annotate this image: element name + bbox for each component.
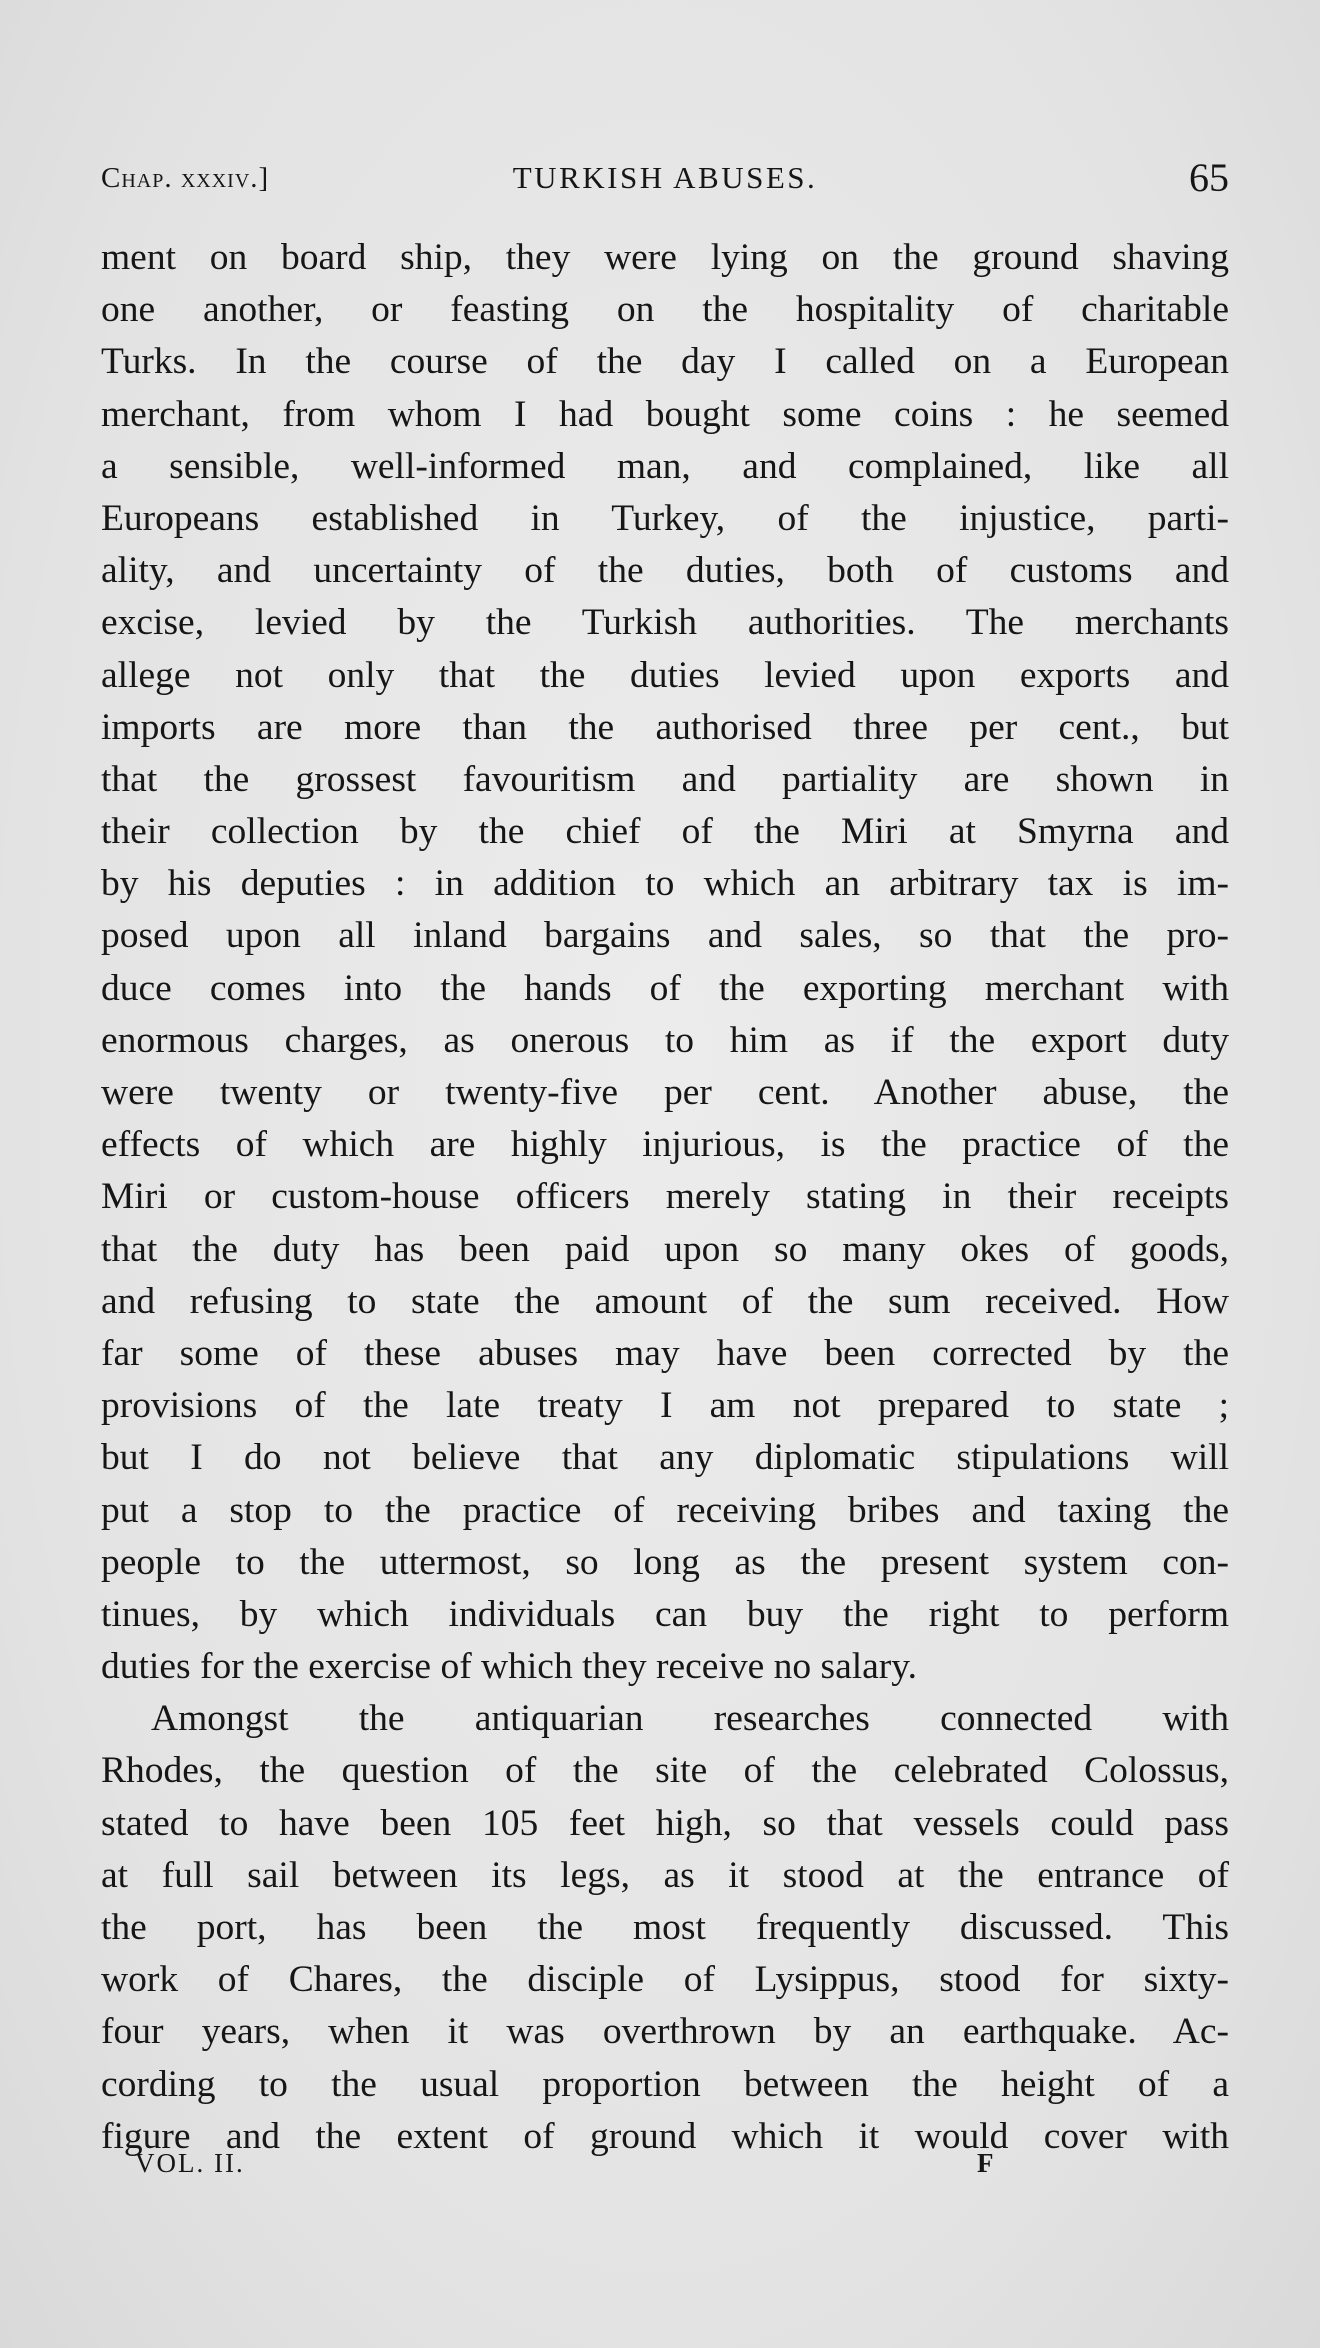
page-footer	[101, 2148, 1229, 2188]
body-text	[101, 232, 1229, 2163]
text-line: that the grossest favouritism and partiality are shown in	[101, 758, 1229, 800]
text-line: by his deputies : in addition to which an arbitrary tax is im-	[101, 863, 1229, 905]
text-line: their collection by the chief of the Miri at Smyrna and	[101, 811, 1229, 853]
text-line: merchant, from whom I had bought some coins : he seemed	[101, 393, 1229, 435]
text-line: allege not only that the duties levied upon exports and	[101, 654, 1229, 696]
text-line: duties for the exercise of which they receive no salary.	[101, 1646, 917, 1688]
text-line: at full sail between its legs, as it stood at the entrance of	[101, 1854, 1229, 1896]
text-line: imports are more than the authorised three per cent., but	[101, 706, 1229, 748]
text-line: four years, when it was overthrown by an earthquake. Ac-	[101, 2011, 1229, 2053]
chapter-label: Chap. xxxiv.]	[101, 162, 270, 194]
page-number: 65	[1189, 155, 1229, 200]
text-line: ality, and uncertainty of the duties, both of customs and	[101, 550, 1229, 592]
text-line: far some of these abuses may have been corrected by the	[101, 1332, 1229, 1374]
text-line: cording to the usual proportion between the height of a	[101, 2063, 1229, 2105]
text-line: and refusing to state the amount of the sum received. How	[101, 1280, 1229, 1322]
text-line: provisions of the late treaty I am not prepared to state ;	[101, 1385, 1229, 1427]
text-line: were twenty or twenty-five per cent. Another abuse, the	[101, 1072, 1229, 1113]
text-line: put a stop to the practice of receiving bribes and taxing the	[101, 1489, 1229, 1531]
paragraph-2	[101, 1693, 1229, 2163]
text-line: duce comes into the hands of the exporting merchant with	[101, 967, 1229, 1009]
text-line: stated to have been 105 feet high, so that vessels could pass	[101, 1802, 1229, 1844]
text-line: Rhodes, the question of the site of the celebrated Colossus,	[101, 1750, 1229, 1792]
text-line: the port, has been the most frequently discussed. This	[101, 1907, 1229, 1948]
text-line: but I do not believe that any diplomatic stipulations will	[101, 1437, 1229, 1479]
text-line: tinues, by which individuals can buy the right to perform	[101, 1593, 1229, 1635]
text-line: enormous charges, as onerous to him as if the export duty	[101, 1019, 1229, 1061]
running-title: TURKISH ABUSES.	[512, 160, 818, 195]
text-line: a sensible, well-informed man, and complained, like all	[101, 445, 1229, 487]
signature-mark: F	[977, 2148, 994, 2178]
text-line: ment on board ship, they were lying on the ground shaving	[101, 237, 1229, 278]
text-line: one another, or feasting on the hospitality of charitable	[101, 289, 1229, 331]
text-line: Amongst the antiquarian researches connected with	[151, 1698, 1229, 1740]
text-line: figure and the extent of ground which it would cover with	[101, 2115, 1229, 2157]
text-line: effects of which are highly injurious, is the practice of the	[101, 1124, 1229, 1166]
running-header	[101, 150, 1229, 206]
text-line: excise, levied by the Turkish authorities. The merchants	[101, 602, 1229, 644]
text-line: posed upon all inland bargains and sales, so that the pro-	[101, 915, 1229, 957]
text-line: Europeans established in Turkey, of the injustice, parti-	[101, 497, 1229, 539]
volume-label: VOL. II.	[135, 2148, 245, 2178]
text-line: Turks. In the course of the day I called on a European	[101, 341, 1229, 383]
text-line: work of Chares, the disciple of Lysippus, stood for sixty-	[101, 1959, 1229, 2001]
text-line: that the duty has been paid upon so many okes of goods,	[101, 1228, 1229, 1270]
text-line: Miri or custom-house officers merely stating in their receipts	[101, 1176, 1229, 1218]
paragraph-1	[101, 232, 1229, 1693]
text-line: people to the uttermost, so long as the present system con-	[101, 1541, 1229, 1583]
